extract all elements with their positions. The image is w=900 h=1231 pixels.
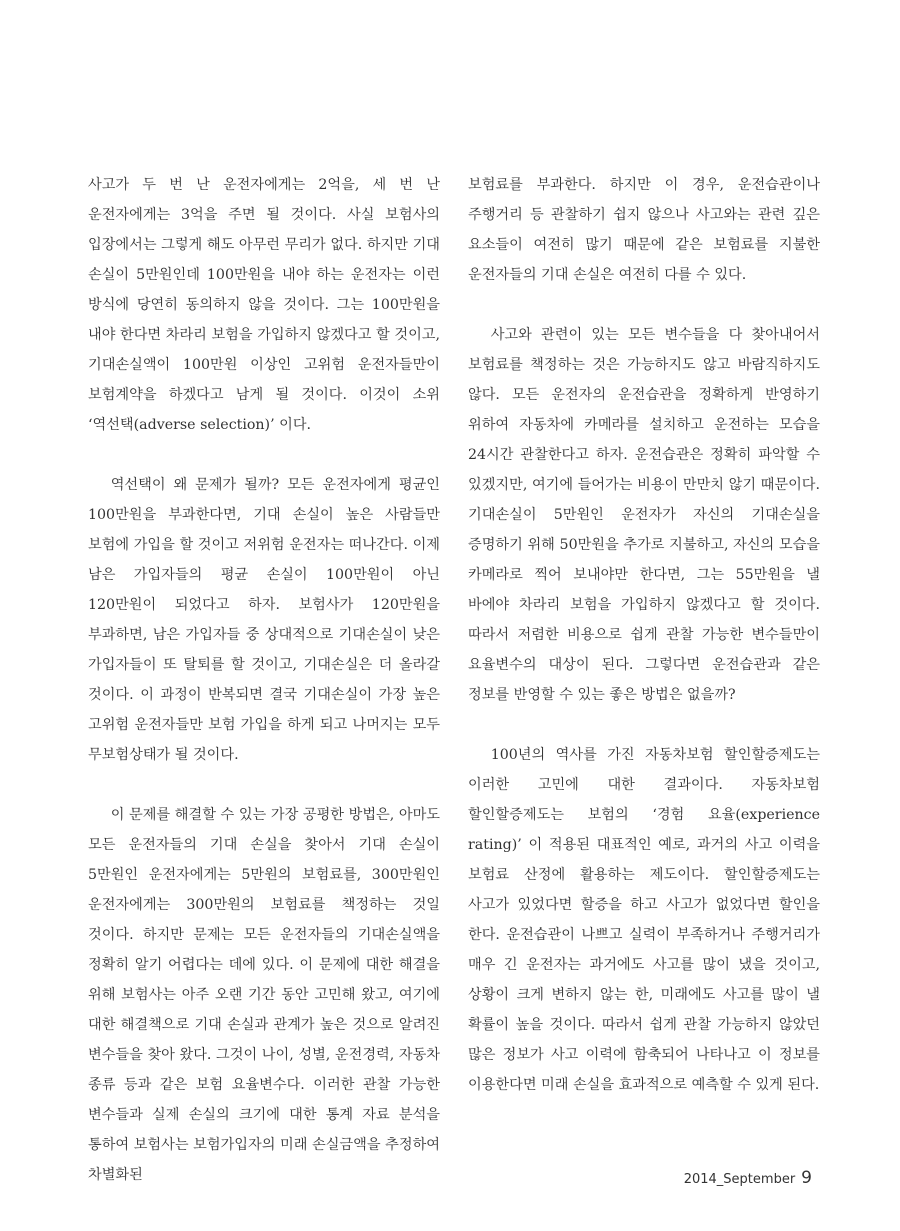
page-number: 9 <box>801 1168 812 1188</box>
body-paragraph: 보험료를 부과한다. 하지만 이 경우, 운전습관이나 주행거리 등 관찰하기 쉽지 않으나 사고와는 관련 깊은 요소들이 여전히 많기 때문에 같은 보험료를 지불한 운전자들의 기대 손실은 여전히 다를 수 있다. <box>468 177 820 283</box>
body-paragraph: 사고가 두 번 난 운전자에게는 2억을, 세 번 난 운전자에게는 3억을 주면 될 것이다. 사실 보험사의 입장에서는 그렇게 해도 아무런 무리가 없다. 하지만 기대 손실이 5만원인데 100만원을 내야 하는 운전자는 이런 방식에 당연히 동의하지 않을 것이다. 그는 100만원을 내야 한다면 차라리 보험을 가입하지 않겠다고 할 것이고, 기대손실액이 100만원 이상인 고위험 운전자들만이 보험계약을 하겠다고 남게 될 것이다. 이것이 소위 ‘역선택(adverse selection)’ 이다. <box>88 177 440 433</box>
paragraph-gap <box>88 440 440 470</box>
left-column <box>88 170 440 1190</box>
body-paragraph: 100년의 역사를 가진 자동차보험 할인할증제도는 이러한 고민에 대한 결과이다. 자동차보험 할인할증제도는 보험의 ‘경험 요율(experience rating)’ 이 적용된 대표적인 예로, 과거의 사고 이력을 보험료 산정에 활용하는 제도이다. 할인할증제도는 사고가 있었다면 할증을 하고 사고가 없었다면 할인을 한다. 운전습관이 나쁘고 실력이 부족하거나 주행거리가 매우 긴 운전자는 과거에도 사고를 많이 냈을 것이고, 상황이 크게 변하지 않는 한, 미래에도 사고를 많이 낼 확률이 높을 것이다. 따라서 쉽게 관찰 가능하지 않았던 많은 정보가 사고 이력에 함축되어 나타나고 이 정보를 이용한다면 미래 손실을 효과적으로 예측할 수 있게 된다. <box>468 747 820 1093</box>
body-paragraph: 사고와 관련이 있는 모든 변수들을 다 찾아내어서 보험료를 책정하는 것은 가능하지도 않고 바람직하지도 않다. 모든 운전자의 운전습관을 정확하게 반영하기 위하여 자동차에 카메라를 설치하고 운전하는 모습을 24시간 관찰한다고 하자. 운전습관은 정확히 파악할 수 있겠지만, 여기에 들어가는 비용이 만만치 않기 때문이다. 기대손실이 5만원인 운전자가 자신의 기대손실을 증명하기 위해 50만원을 추가로 지불하고, 자신의 모습을 카메라로 찍어 보내야만 한다면, 그는 55만원을 낼 바에야 차라리 보험을 가입하지 않겠다고 할 것이다. 따라서 저렴한 비용으로 쉽게 관찰 가능한 변수들만이 요율변수의 대상이 된다. 그렇다면 운전습관과 같은 정보를 반영할 수 있는 좋은 방법은 없을까? <box>468 327 820 703</box>
paragraph-gap <box>468 710 820 740</box>
issue-date-label: 2014_September <box>683 1172 796 1187</box>
page-footer <box>684 1168 812 1188</box>
right-column <box>468 170 820 1100</box>
paragraph-gap <box>468 290 820 320</box>
paragraph-gap <box>88 770 440 800</box>
body-paragraph: 이 문제를 해결할 수 있는 가장 공평한 방법은, 아마도 모든 운전자들의 기대 손실을 찾아서 기대 손실이 5만원인 운전자에게는 5만원의 보험료를, 300만원인 운전자에게는 300만원의 보험료를 책정하는 것일 것이다. 하지만 문제는 모든 운전자들의 기대손실액을 정확히 알기 어렵다는 데에 있다. 이 문제에 대한 해결을 위해 보험사는 아주 오랜 기간 동안 고민해 왔고, 여기에 대한 해결책으로 기대 손실과 관계가 높은 것으로 알려진 변수들을 찾아 왔다. 그것이 나이, 성별, 운전경력, 자동차 종류 등과 같은 보험 요율변수다. 이러한 관찰 가능한 변수들과 실제 손실의 크기에 대한 통계 자료 분석을 통하여 보험사는 보험가입자의 미래 손실금액을 추정하여 차별화된 <box>88 807 440 1183</box>
body-paragraph: 역선택이 왜 문제가 될까? 모든 운전자에게 평균인 100만원을 부과한다면, 기대 손실이 높은 사람들만 보험에 가입을 할 것이고 저위험 운전자는 떠나간다. 이제 남은 가입자들의 평균 손실이 100만원이 아닌 120만원이 되었다고 하자. 보험사가 120만원을 부과하면, 남은 가입자들 중 상대적으로 기대손실이 낮은 가입자들이 또 탈퇴를 할 것이고, 기대손실은 더 올라갈 것이다. 이 과정이 반복되면 결국 기대손실이 가장 높은 고위험 운전자들만 보험 가입을 하게 되고 나머지는 모두 무보험상태가 될 것이다. <box>88 477 440 763</box>
